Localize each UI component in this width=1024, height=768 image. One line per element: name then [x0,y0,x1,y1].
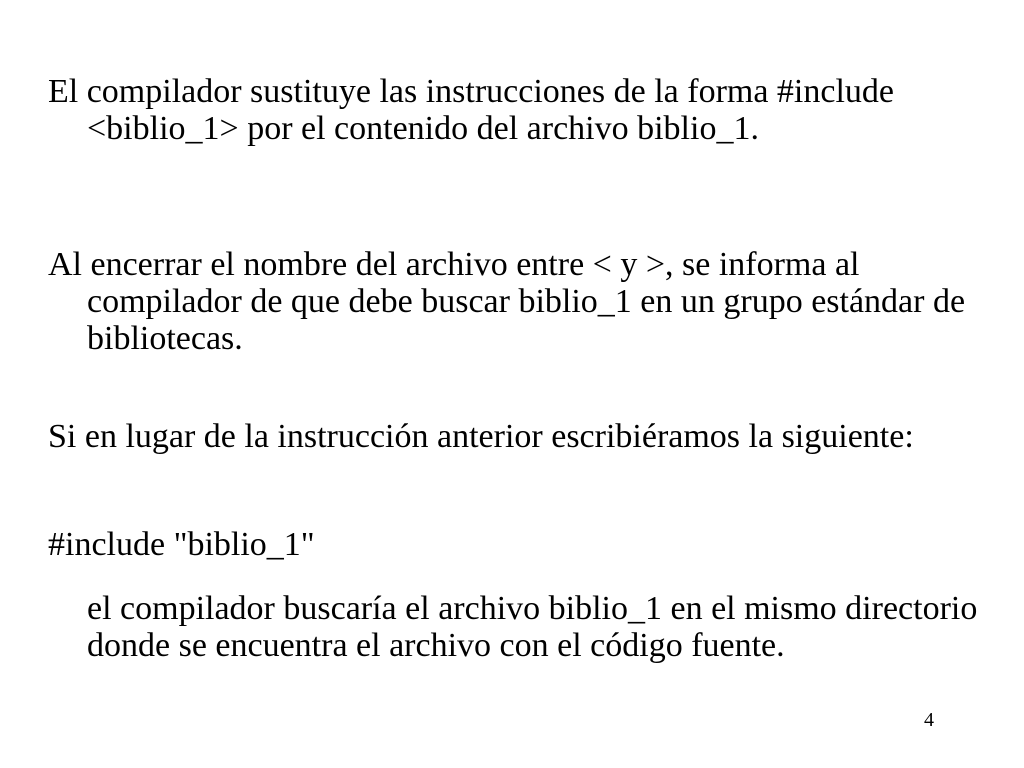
paragraph-angle-brackets-explanation: Al encerrar el nombre del archivo entre < y >, se informa al compilador de que debe buscar biblio_1 en un grupo estándar de bibliotecas. [48,246,966,357]
paragraph-alternative-instruction: Si en lugar de la instrucción anterior escribiéramos la siguiente: [48,418,914,455]
page-number: 4 [924,709,934,731]
include-quotes-example: #include "biblio_1" [48,526,315,563]
paragraph-quotes-explanation: el compilador buscaría el archivo biblio_1 en el mismo directorio donde se encuentra el archivo con el código fuente. [87,590,978,664]
paragraph-include-angle-brackets: El compilador sustituye las instrucciones de la forma #include <biblio_1> por el contenido del archivo biblio_1. [48,73,894,147]
